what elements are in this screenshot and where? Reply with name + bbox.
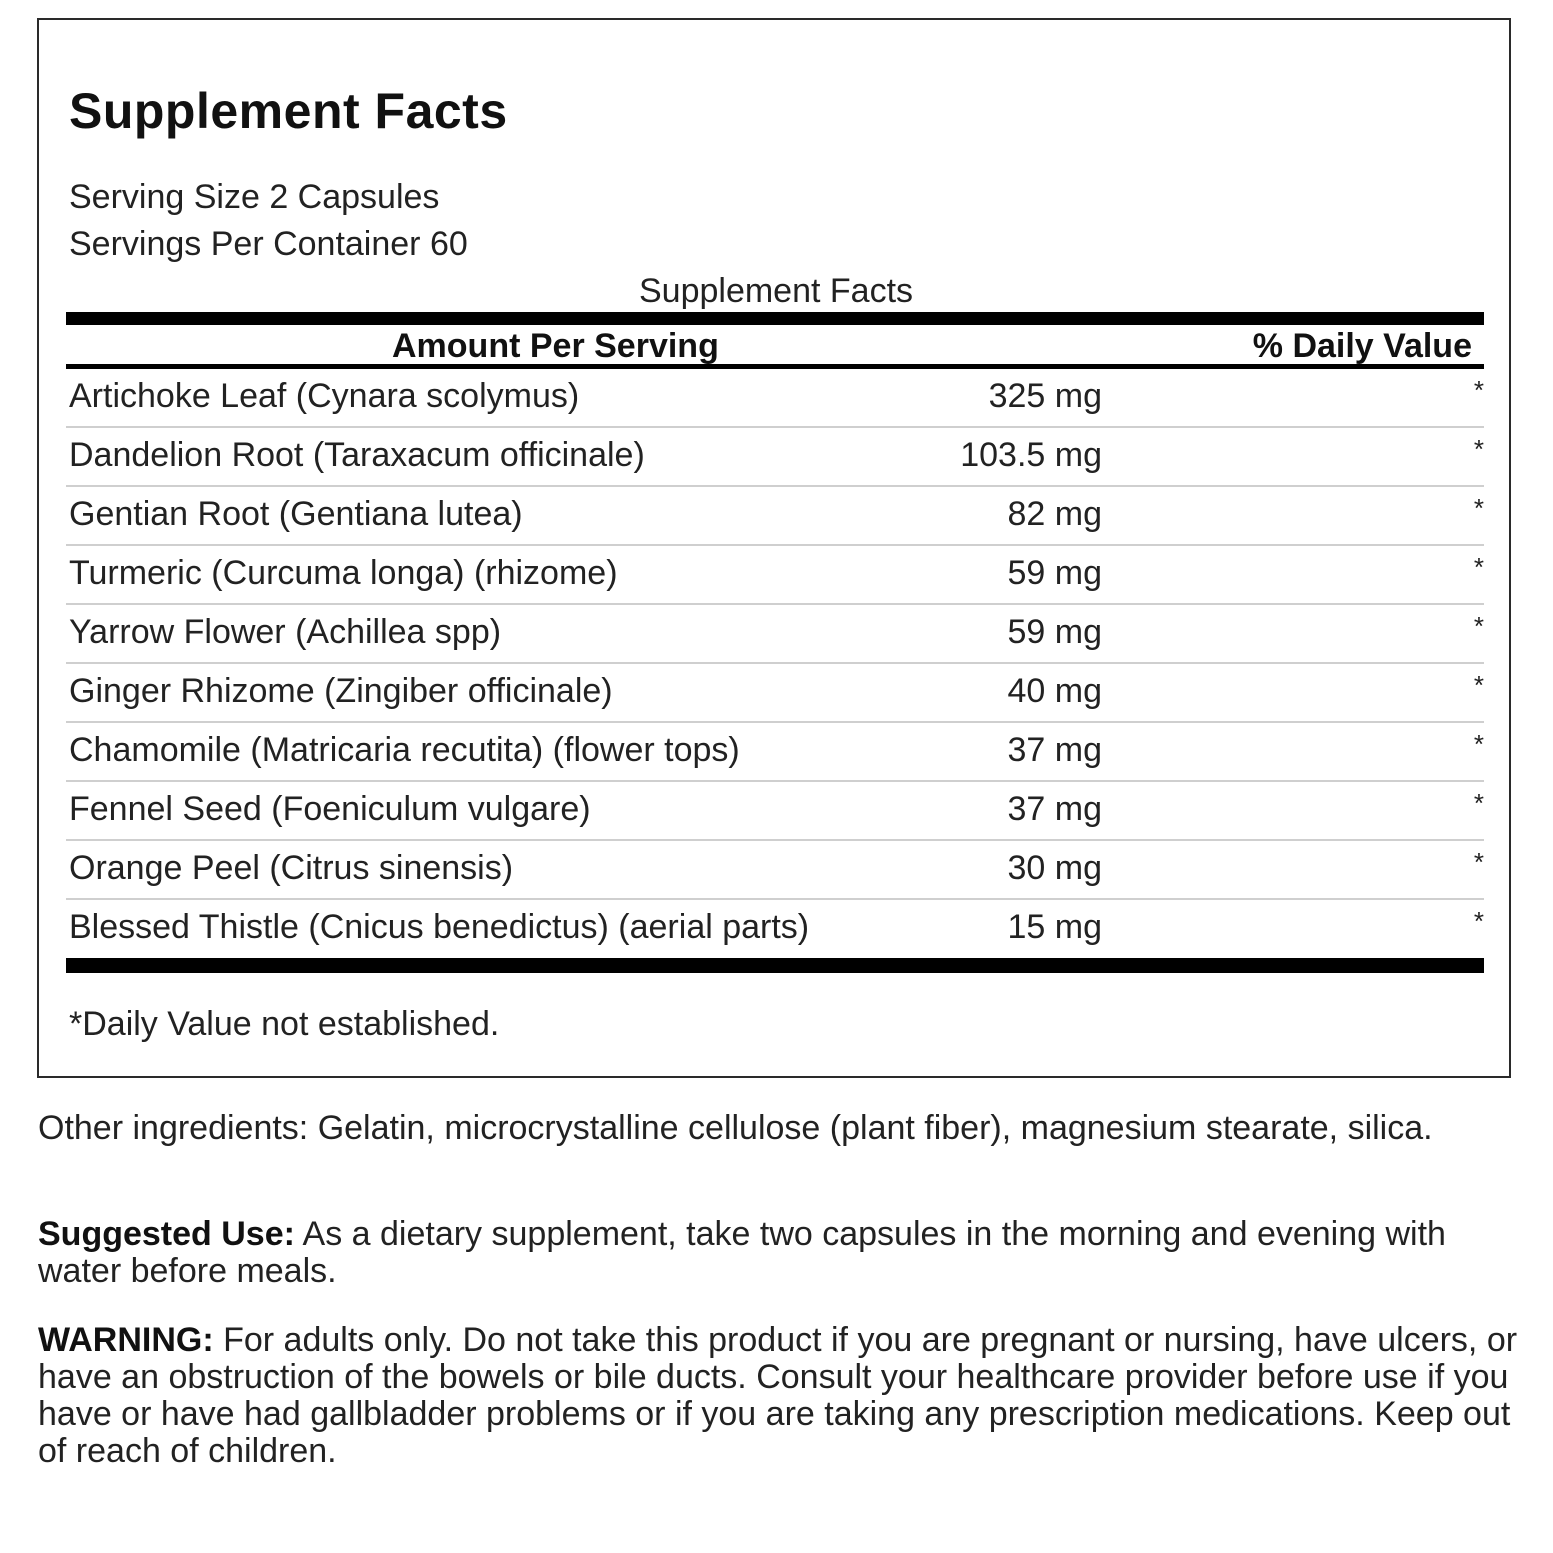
ingredient-name: Orange Peel (Citrus sinensis) — [69, 849, 514, 887]
ingredient-name: Chamomile (Matricaria recutita) (flower tops) — [69, 731, 740, 769]
ingredient-amount: 103.5 mg — [960, 436, 1102, 474]
ingredient-daily-value: * — [1473, 434, 1484, 464]
ingredient-amount: 40 mg — [1007, 672, 1102, 710]
ingredient-amount: 37 mg — [1007, 790, 1102, 828]
ingredient-name: Artichoke Leaf (Cynara scolymus) — [69, 377, 580, 415]
ingredient-amount: 37 mg — [1007, 731, 1102, 769]
warning-text: For adults only. Do not take this product if you are pregnant or nursing, have ulcers, or have an obstruction of the bowels or bile ducts. Consult your healthcare provider before use if you have or have had gallbladder problems or if you are taking any prescription medications. Keep out of reach of children. — [38, 1321, 1518, 1470]
ingredient-amount: 59 mg — [1007, 554, 1102, 592]
ingredient-amount: 15 mg — [1007, 908, 1102, 946]
table-row — [66, 782, 1484, 841]
ingredient-daily-value: * — [1473, 847, 1484, 877]
ingredient-amount: 325 mg — [988, 377, 1102, 415]
table-row — [66, 369, 1484, 428]
table-row — [66, 841, 1484, 900]
servings-per-container: Servings Per Container 60 — [69, 225, 468, 263]
supplement-facts-panel — [37, 18, 1511, 1078]
table-row — [66, 487, 1484, 546]
ingredient-daily-value: * — [1473, 611, 1484, 641]
ingredient-name: Ginger Rhizome (Zingiber officinale) — [69, 672, 613, 710]
ingredient-daily-value: * — [1473, 906, 1484, 936]
table-row — [66, 428, 1484, 487]
table-row — [66, 605, 1484, 664]
table-header — [66, 325, 1484, 369]
table-caption: Supplement Facts — [638, 272, 914, 310]
ingredient-table — [66, 369, 1484, 959]
ingredient-name: Fennel Seed (Foeniculum vulgare) — [69, 790, 591, 828]
ingredient-daily-value: * — [1473, 552, 1484, 582]
ingredient-daily-value: * — [1473, 493, 1484, 523]
suggested-use — [38, 1216, 1518, 1290]
warning — [38, 1322, 1518, 1470]
panel-title: Supplement Facts — [69, 83, 508, 139]
ingredient-daily-value: * — [1473, 788, 1484, 818]
serving-size: Serving Size 2 Capsules — [69, 178, 440, 216]
header-daily-value: % Daily Value — [1252, 327, 1472, 365]
ingredient-name: Yarrow Flower (Achillea spp) — [69, 613, 502, 651]
ingredient-name: Dandelion Root (Taraxacum officinale) — [69, 436, 645, 474]
ingredient-daily-value: * — [1473, 375, 1484, 405]
warning-heading: WARNING: — [38, 1321, 214, 1359]
suggested-use-heading: Suggested Use: — [38, 1215, 295, 1253]
ingredient-name: Turmeric (Curcuma longa) (rhizome) — [69, 554, 618, 592]
ingredient-amount: 59 mg — [1007, 613, 1102, 651]
suggested-use-text: As a dietary supplement, take two capsules in the morning and evening with water before meals. — [38, 1215, 1446, 1290]
other-ingredients: Other ingredients: Gelatin, microcrystalline cellulose (plant fiber), magnesium stearate, silica. — [38, 1109, 1433, 1147]
header-amount-per-serving: Amount Per Serving — [392, 327, 719, 365]
table-row — [66, 900, 1484, 959]
ingredient-name: Blessed Thistle (Cnicus benedictus) (aerial parts) — [69, 908, 810, 946]
table-row — [66, 664, 1484, 723]
bottom-divider — [66, 958, 1484, 973]
top-divider — [66, 312, 1484, 325]
table-row — [66, 546, 1484, 605]
daily-value-footnote: *Daily Value not established. — [69, 1005, 500, 1043]
ingredient-amount: 82 mg — [1007, 495, 1102, 533]
ingredient-daily-value: * — [1473, 670, 1484, 700]
ingredient-amount: 30 mg — [1007, 849, 1102, 887]
table-row — [66, 723, 1484, 782]
ingredient-name: Gentian Root (Gentiana lutea) — [69, 495, 523, 533]
ingredient-daily-value: * — [1473, 729, 1484, 759]
